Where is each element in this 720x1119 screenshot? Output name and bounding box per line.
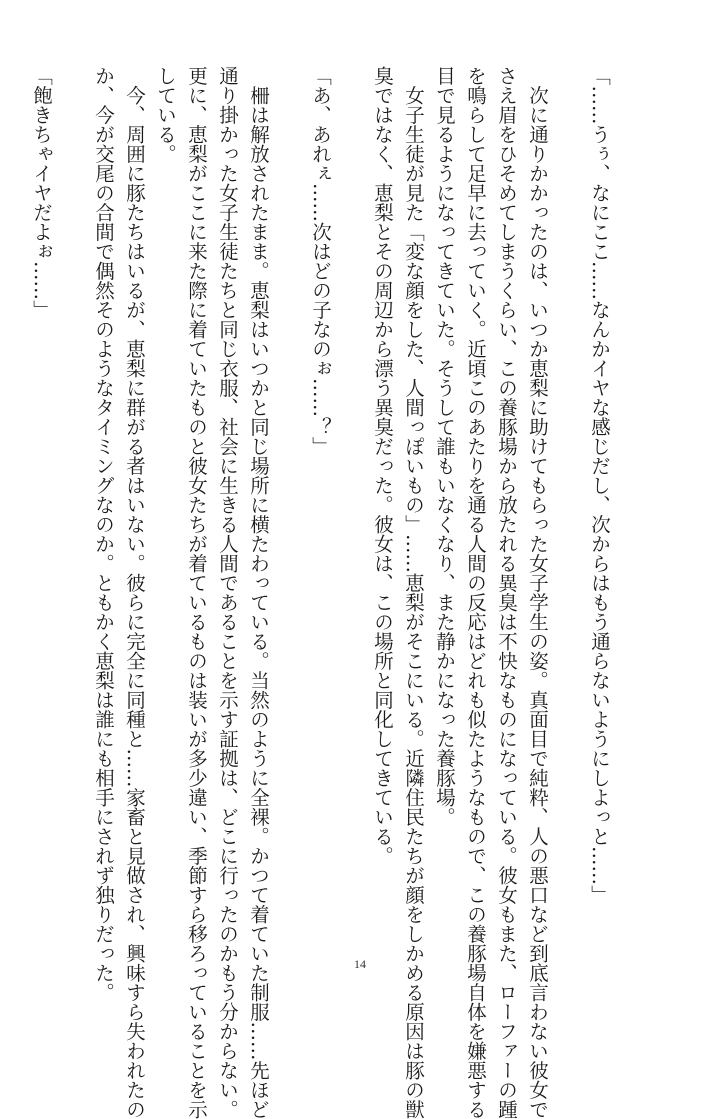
text-line: 「……うぅ、なにここ……なんかイヤな感じだし、次からはもう通らないようにしよっと……」 bbox=[588, 66, 611, 905]
text-line: か、今が交尾の合間で偶然そのようなタイミングなのか。ともかく恵梨は誰にも相手にされず独りだった。 bbox=[92, 66, 115, 1002]
text-line: 柵は解放されたまま。恵梨はいつかと同じ場所に横たわっている。当然のように全裸。かつて着ていた制服……先ほど bbox=[247, 66, 270, 1119]
text-line: 女子生徒が見た「変な顔をした、人間っぽいもの」……恵梨がそこにいる。近隣住民たちが顔をしかめる原因は豚の獣 bbox=[402, 66, 425, 1119]
text-line: している。 bbox=[154, 66, 177, 164]
page-number: 14 bbox=[354, 957, 366, 971]
dialogue-line: 「あ、あれぇ……次はどの子なのぉ……？」 bbox=[309, 66, 332, 456]
text-line: 次に通りかかったのは、いつか恵梨に助けてもらった女子学生の姿。真面目で純粋、人の悪口など到底言わない彼女で bbox=[526, 66, 549, 1119]
blank-line bbox=[0, 66, 26, 946]
text-line: 今、周囲に豚たちはいるが、恵梨に群がる者はいない。彼らに完全に同種と……家畜と見做され、興味すら失われたの bbox=[123, 66, 146, 1119]
text-line: 更に、恵梨がここに来た際に着ていたものと彼女たちが着ているものは装いが多少違い、季節すら移ろっていることを示 bbox=[185, 66, 208, 1119]
text-line: 目で見るようになってきていた。そうして誰もいなくなり、また静かになった養豚場。 bbox=[433, 66, 456, 827]
blank-line bbox=[336, 66, 367, 946]
text-line: 臭ではなく、恵梨とその周辺から漂う異臭だった。彼女は、この場所と同化してきている。 bbox=[371, 66, 394, 866]
dialogue-line: 「飽きちゃイヤだよぉ……」 bbox=[30, 66, 53, 320]
text-line: さえ眉をひそめてしまうくらい、この養豚場から放たれる異臭は不快なものになっている。彼女もまた、ローファーの踵 bbox=[495, 66, 518, 1119]
blank-line bbox=[57, 66, 88, 946]
blank-line bbox=[274, 66, 305, 946]
blank-line bbox=[553, 66, 584, 946]
text-line: 通り掛かった女子生徒たちと同じ衣服、社会に生きる人間であることを示す証拠は、どこに行ったのかもう分からない。 bbox=[216, 66, 239, 1119]
text-line: を鳴らして足早に去っていく。近頃このあたりを通る人間の反応はどれも似たようなもので、この養豚場自体を嫌悪する bbox=[464, 66, 487, 1119]
